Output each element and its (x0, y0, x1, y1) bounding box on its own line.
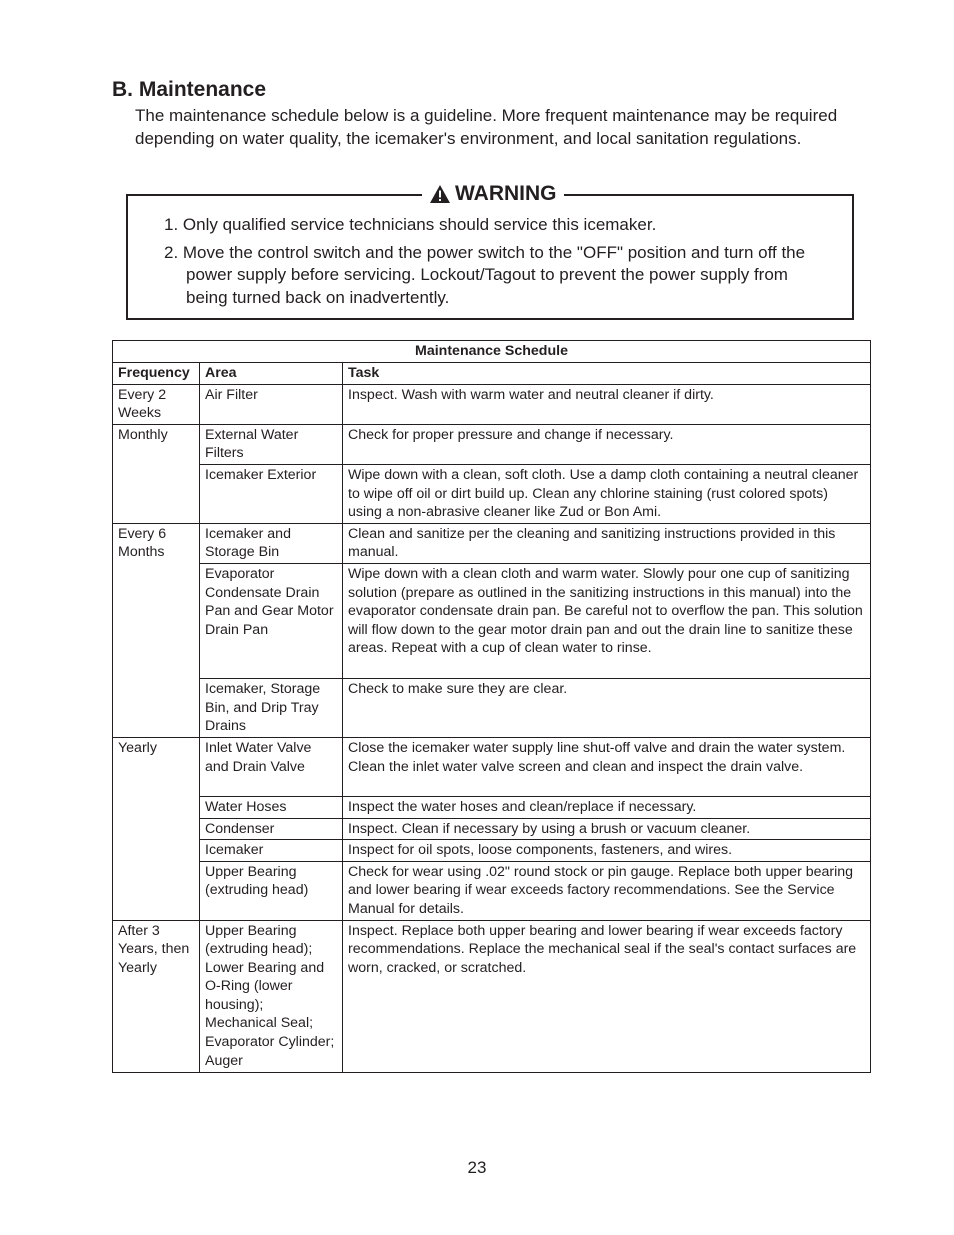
header-task: Task (343, 362, 871, 384)
frequency-cell: Yearly (113, 737, 200, 920)
frequency-cell: Monthly (113, 424, 200, 523)
warning-item: 1. Only qualified service technicians should service this icemaker. (164, 215, 657, 234)
table-row (113, 861, 871, 920)
area-cell: Air Filter (200, 384, 343, 424)
task-cell: Inspect. Clean if necessary by using a brush or vacuum cleaner. (343, 818, 871, 840)
task-cell: Check for proper pressure and change if necessary. (343, 424, 871, 464)
warning-title-text: WARNING (455, 182, 557, 205)
table-row (113, 818, 871, 840)
task-cell: Inspect for oil spots, loose components, fasteners, and wires. (343, 840, 871, 862)
area-cell: Icemaker Exterior (200, 464, 343, 523)
table-row (113, 737, 871, 796)
warning-title (422, 181, 564, 207)
area-cell: Icemaker, Storage Bin, and Drip Tray Drains (200, 678, 343, 737)
area-cell: Water Hoses (200, 796, 343, 818)
task-cell: Wipe down with a clean cloth and warm water. Slowly pour one cup of sanitizing solution (prepare as outlined in the sanitizing instructions in this manual) into the evaporator condensate drain pan. Be careful not to overflow the pan. This solution will flow down to the gear motor drain pan and out the drain line to sanitize these areas. Repeat with a cup of clean water to rinse. (343, 563, 871, 678)
area-cell: Upper Bearing (extruding head) (200, 861, 343, 920)
area-cell: Upper Bearing (extruding head); Lower Bearing and O-Ring (lower housing); Mechanical Seal; Evaporator Cylinder; Auger (200, 920, 343, 1072)
area-cell: Icemaker (200, 840, 343, 862)
warning-list (164, 214, 824, 314)
task-cell: Close the icemaker water supply line shut-off valve and drain the water system. Clean the inlet water valve screen and clean and inspect the drain valve. (343, 737, 871, 796)
maintenance-schedule-table (112, 340, 871, 1073)
table-caption: Maintenance Schedule (113, 341, 871, 363)
table-row (113, 920, 871, 1072)
task-cell: Inspect the water hoses and clean/replace if necessary. (343, 796, 871, 818)
table-row (113, 563, 871, 678)
table-row (113, 384, 871, 424)
task-cell: Wipe down with a clean, soft cloth. Use a damp cloth containing a neutral cleaner to wipe off oil or dirt build up. Clean any chlorine staining (rust colored spots) using a non-abrasive cleaner like Zud or Bon Ami. (343, 464, 871, 523)
section-heading: B. Maintenance (112, 78, 267, 101)
area-cell: Condenser (200, 818, 343, 840)
task-cell: Inspect. Replace both upper bearing and lower bearing if wear exceeds factory recommendations. Replace the mechanical seal if the seal's contact surfaces are worn, cracked, or scratched. (343, 920, 871, 1072)
area-cell: External Water Filters (200, 424, 343, 464)
frequency-cell: After 3 Years, then Yearly (113, 920, 200, 1072)
header-area: Area (200, 362, 343, 384)
table-row (113, 464, 871, 523)
page-number: 23 (467, 1158, 487, 1177)
table-row (113, 840, 871, 862)
table-row (113, 678, 871, 737)
task-cell: Check for wear using .02" round stock or pin gauge. Replace both upper bearing and lower bearing if wear exceeds factory recommendations. See the Service Manual for details. (343, 861, 871, 920)
area-cell: Inlet Water Valve and Drain Valve (200, 737, 343, 796)
warning-triangle-icon (429, 184, 451, 204)
table-body (113, 384, 871, 1072)
warning-box (126, 182, 854, 320)
warning-item: 2. Move the control switch and the power switch to the "OFF" position and turn off the power supply before servicing. Lockout/Tagout to prevent the power supply from being turned back on inadvertently. (164, 242, 806, 307)
header-frequency: Frequency (113, 362, 200, 384)
frequency-cell: Every 2 Weeks (113, 384, 200, 424)
table-row (113, 424, 871, 464)
area-cell: Icemaker and Storage Bin (200, 523, 343, 563)
task-cell: Inspect. Wash with warm water and neutral cleaner if dirty. (343, 384, 871, 424)
task-cell: Check to make sure they are clear. (343, 678, 871, 737)
frequency-cell: Every 6 Months (113, 523, 200, 737)
table-row (113, 796, 871, 818)
task-cell: Clean and sanitize per the cleaning and sanitizing instructions provided in this manual. (343, 523, 871, 563)
area-cell: Evaporator Condensate Drain Pan and Gear Motor Drain Pan (200, 563, 343, 678)
table-row (113, 523, 871, 563)
intro-paragraph: The maintenance schedule below is a guideline. More frequent maintenance may be required depending on water quality, the icemaker's environment, and local sanitation regulations. (135, 106, 838, 148)
